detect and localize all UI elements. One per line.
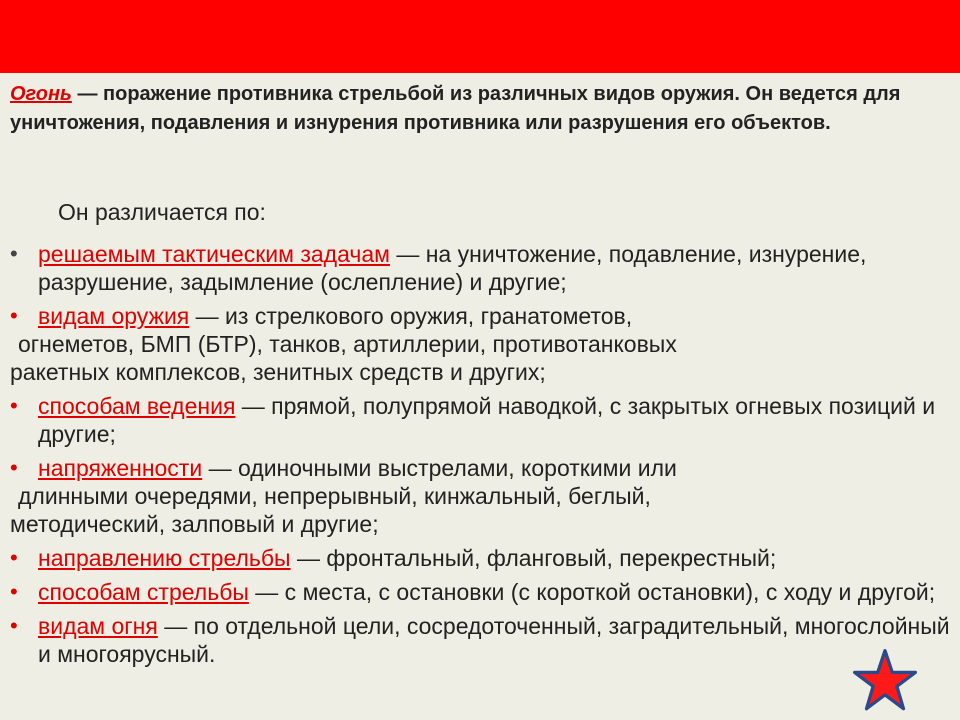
link-fire-types[interactable]: видам огня: [38, 613, 158, 639]
term-ogon: Огонь: [10, 83, 72, 105]
item-text: — прямой, полупрямой наводкой, с закрытых огневых позиций и другие;: [38, 393, 936, 447]
link-weapon-types[interactable]: видам оружия: [38, 303, 190, 329]
item-text: — с места, с остановки (с короткой остановки), с ходу и другой;: [248, 579, 936, 605]
item-continuation: длинными очередями, непрерывный, кинжальный, беглый,: [18, 483, 651, 509]
list-item-fire-direction: [0, 544, 950, 572]
bullet-icon: •: [10, 393, 18, 418]
red-star-icon: [852, 648, 918, 714]
item-text: — по отдельной цели, сосредоточенный, заградительный, многослойный и многоярусный.: [38, 613, 950, 667]
list-item-firing-methods: [0, 578, 950, 606]
bullet-icon: •: [10, 303, 18, 328]
link-fire-direction[interactable]: направлению стрельбы: [38, 545, 291, 571]
link-intensity[interactable]: напряженности: [38, 455, 203, 481]
list-item-conduct-methods: [0, 392, 950, 448]
list-item-weapon-types: [0, 302, 950, 386]
list-item-intensity: [0, 454, 950, 538]
list-item-fire-types: [0, 612, 950, 668]
definition-text: — поражение противника стрельбой из различных видов оружия. Он ведется для уничтожения, подавления и изнурения противника или разрушения его объектов.: [10, 83, 901, 134]
item-continuation: методический, залповый и другие;: [10, 511, 379, 537]
link-conduct-methods[interactable]: способам ведения: [38, 393, 236, 419]
bullet-icon: •: [10, 545, 18, 570]
bullet-list: [0, 240, 950, 674]
definition-paragraph: [10, 80, 950, 138]
link-firing-methods[interactable]: способам стрельбы: [38, 579, 249, 605]
item-continuation: огнеметов, БМП (БТР), танков, артиллерии, противотанковых: [18, 331, 677, 357]
item-text: — из стрелкового оружия, гранатометов,: [189, 303, 633, 329]
bullet-icon: •: [10, 613, 18, 638]
item-text: — на уничтожение, подавление, изнурение, разрушение, задымление (ослепление) и другие;: [38, 241, 867, 295]
bullet-icon: •: [10, 579, 18, 604]
link-tactical-tasks[interactable]: решаемым тактическим задачам: [38, 241, 390, 267]
item-continuation: ракетных комплексов, зенитных средств и других;: [10, 359, 546, 385]
top-banner: [0, 0, 960, 73]
subheading: Он различается по:: [58, 199, 266, 225]
bullet-icon: •: [10, 241, 18, 266]
item-text: — одиночными выстрелами, короткими или: [202, 455, 677, 481]
bullet-icon: •: [10, 455, 18, 480]
item-text: — фронтальный, фланговый, перекрестный;: [290, 545, 777, 571]
list-item-tactical-tasks: [0, 240, 950, 296]
